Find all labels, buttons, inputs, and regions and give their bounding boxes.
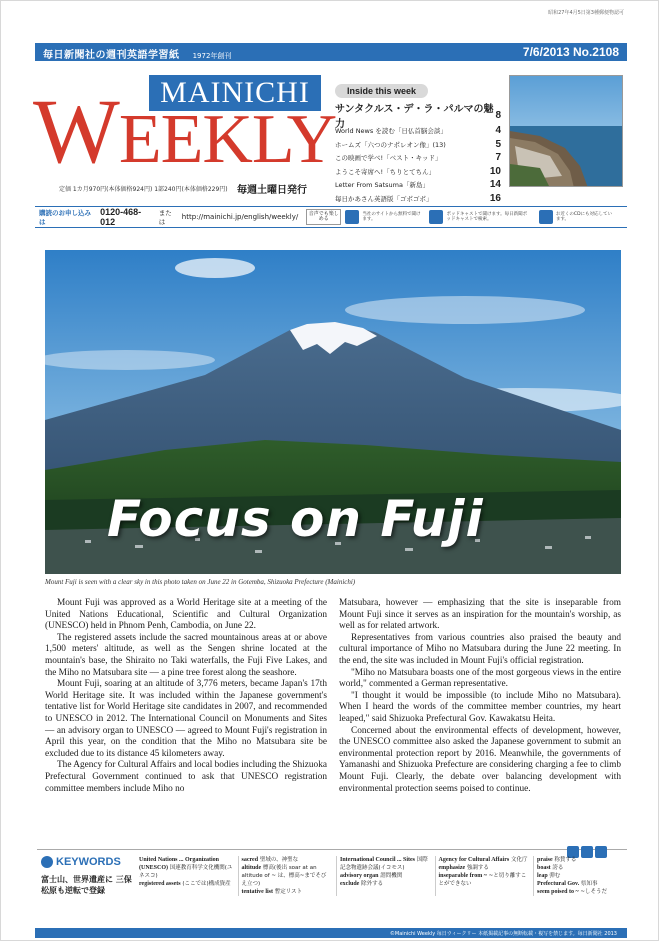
issue-day: 毎週土曜日発行 — [237, 185, 307, 196]
glossary-meaning: 県知事 — [580, 881, 598, 887]
glossary-meaning: (ここでは)構成資産 — [182, 881, 231, 887]
masthead-mainichi: MAINICHI — [149, 75, 321, 111]
glossary-column — [435, 856, 529, 896]
toc-item[interactable] — [335, 179, 501, 193]
toc-title: World News を読む「日仏首脳会談」 — [335, 127, 447, 135]
audio-service-cd[interactable] — [539, 210, 615, 224]
glossary-meaning: 称賛する — [554, 857, 577, 863]
toc-title: この映画で学べ!「ベスト・キッド」 — [335, 154, 442, 162]
glossary-meaning: 標高(後出 soar at an altitude of ~ は、標高~までそびえ立つ) — [241, 865, 327, 887]
keywords-section — [37, 849, 627, 923]
coastal-town-photo — [510, 76, 623, 187]
toc-page: 10 — [489, 165, 501, 177]
glossary-meaning: 文化庁 — [510, 857, 528, 863]
glossary-term: leap — [537, 873, 548, 879]
glossary-entry — [340, 880, 430, 888]
toc-page: 4 — [495, 125, 501, 136]
glossary-term: United Nations ... Organization (UNESCO) — [139, 857, 220, 871]
article-paragraph: The registered assets include the sacred mountainous areas at or above 1,500 meters' altitude, as well as the Sengen shrine located at the mountain's base, the Shiraito no Taki waterfalls, the Fuji Five Lakes, and the Miho no Matsubara site — a pine tree forest along the seashore. — [45, 632, 327, 678]
glossary-entry — [242, 856, 332, 864]
header-tagline-group — [43, 43, 231, 62]
glossary-entry — [340, 856, 430, 872]
glossary-entry — [242, 864, 332, 888]
audio-pill: 音声でも楽しめる — [306, 209, 341, 225]
podcast-icon — [429, 210, 443, 224]
article-paragraph: The Agency for Cultural Affairs and local bodies including the Shizuoka Prefectural Government continued to ask that UNESCO registration committee members include Miho no — [45, 760, 327, 794]
glossary-term: boast — [537, 865, 551, 871]
header-founded: 1972年創刊 — [192, 51, 232, 60]
article-body — [45, 598, 621, 850]
glossary — [139, 856, 627, 896]
subscribe-or: または — [158, 209, 172, 226]
service-text: 当社のサイトから無料で聞けます。 — [362, 211, 421, 222]
registration-note: 昭和27年4月5日第3種郵便物認可 — [548, 10, 624, 16]
glossary-meaning: ~と切り離すことができない — [438, 873, 527, 887]
article-column-1 — [45, 598, 327, 850]
glossary-term: altitude — [241, 865, 262, 871]
glossary-entry — [537, 864, 627, 872]
glossary-term: emphasize — [438, 865, 466, 871]
glossary-column — [139, 856, 233, 896]
toc-title: サンタクルス・デ・ラ・パルマの魅力 — [335, 104, 494, 130]
article-column-2 — [339, 598, 621, 850]
article-paragraph: Matsubara, however — emphasizing that the site is inseparable from Mount Fuji since it serves as an inspiration for the mountain's worship, as well as for related artwork. — [339, 598, 621, 632]
glossary-meaning: 弾む — [549, 873, 561, 879]
header-tagline: 毎日新聞社の週刊英語学習紙 — [43, 49, 180, 61]
glossary-meaning: 国際記念物遺跡会議(イコモス) — [340, 857, 428, 871]
issue-date-number: 7/6/2013 No.2108 — [522, 45, 619, 59]
glossary-term: Agency for Cultural Affairs — [438, 857, 510, 863]
article-paragraph: Mount Fuji was approved as a World Heritage site at a meeting of the United Nations Educational, Scientific and Cultural Organization (UNESCO) held in Phnom Penh, Cambodia, on June 22. — [45, 598, 327, 632]
service-text: ポッドキャストで聞けます。毎日新聞ポッドキャストで検索。 — [446, 211, 528, 222]
article-paragraph: "I thought it would be impossible (to include Miho no Matsubara). When I heard the words of the committee member countries, my heart leaped," said Shizuoka Prefectural Gov. Kawakatsu Heita. — [339, 690, 621, 724]
service-text: お近くのCDにも対応しています。 — [555, 211, 613, 222]
glossary-term: International Council ... Sites — [340, 857, 416, 863]
article-paragraph: Concerned about the environmental effects of development, however, the UNESCO committee also asked the Japanese government to submit an environmental protection report by 2016. Meanwhile, the governments of Yamanashi and Shizuoka Prefecture are considering charging a fee to climb Mount Fuji. Clearly, the debate over balancing development with environmental protection seems poised to continue. — [339, 725, 621, 794]
article-paragraph: Representatives from various countries also praised the beauty and cultural importance of Miho no Matsubara during the June 22 meeting. In the end, the site was included in Mount Fuji's official registration. — [339, 632, 621, 666]
glossary-entry — [537, 856, 627, 864]
toc-title: ホームズ「六つのナポレオン像」(13) — [335, 140, 446, 149]
glossary-entry — [439, 856, 529, 864]
glossary-term: praise — [537, 857, 553, 863]
keywords-heading — [41, 856, 137, 868]
masthead-weekly-initial: W — [33, 80, 119, 182]
glossary-column — [533, 856, 627, 896]
article-paragraph: "Miho no Matsubara boasts one of the most gorgeous views in the entire world," commented a German representative. — [339, 667, 621, 690]
glossary-column — [238, 856, 332, 896]
glossary-meaning: 暫定リスト — [274, 889, 303, 895]
glossary-entry — [340, 872, 430, 880]
toc-page: 16 — [489, 192, 501, 204]
subscribe-url[interactable]: http://mainichi.jp/english/weekly/ — [181, 213, 299, 221]
glossary-entry — [139, 856, 233, 880]
audio-service-web[interactable] — [345, 210, 421, 224]
toc-item[interactable] — [335, 104, 501, 130]
photo-caption: Mount Fuji is seen with a clear sky in this photo taken on June 22 in Gotemba, Shizuoka Prefecture (Mainichi) — [45, 578, 356, 586]
hero-photo — [45, 250, 621, 574]
masthead-weekly — [33, 80, 337, 182]
toc-item[interactable] — [335, 152, 501, 166]
keywords-subtitle: 富士山、世界遺産に 三保松原も逆転で登録 — [41, 875, 132, 895]
toc-title: 毎日かあさん英語版「ゴボゴボ」 — [335, 194, 433, 203]
article-paragraph: Mount Fuji, soaring at an altitude of 3,776 meters, became Japan's 17th World Heritage site. It was included within the Japanese government's tentative list for World Heritage site candidates in 2007, and recommended to UNESCO in 2012. The International Council on Monuments and Sites — an advisory organ to UNESCO — agreed to Mount Fuji's registration in April this year, on the condition that the Miho no Matsubara site be excluded due to its distance 45 kilometers away. — [45, 679, 327, 759]
glossary-term: inseparable from ~ — [438, 873, 487, 879]
toc-item[interactable] — [335, 166, 501, 180]
footer-bar: ©Mainichi Weekly 毎日ウィークリー 本紙掲載記事の無断転載・複写を禁じます。毎日新聞社 2013 — [35, 928, 627, 938]
keywords-heading-text: KEYWORDS — [56, 856, 121, 868]
toc-title: ようこそ寄席へ!「ちりとてちん」 — [335, 167, 436, 176]
glossary-meaning: 聖域の、神聖な — [259, 857, 299, 863]
glossary-entry — [537, 888, 627, 896]
glossary-term: Prefectural Gov. — [537, 881, 580, 887]
toc-page: 8 — [495, 109, 501, 121]
price-info: 定価 1カ月970円(本体価格924円) 1部240円(本体価格229円) — [59, 186, 228, 193]
hero-title: Focus on Fuji — [107, 490, 484, 548]
inside-this-week — [335, 81, 501, 206]
glossary-meaning: ~しそうだ — [580, 889, 607, 895]
toc-item[interactable] — [335, 139, 501, 153]
glossary-entry — [537, 880, 627, 888]
glossary-meaning: 除外する — [361, 881, 384, 887]
toc-page: 7 — [495, 152, 501, 163]
glossary-entry — [242, 888, 332, 896]
toc-page: 14 — [489, 179, 501, 190]
subscribe-phone[interactable]: 0120-468-012 — [100, 207, 142, 227]
glossary-term: advisory organ — [340, 873, 379, 879]
table-of-contents — [335, 105, 501, 206]
toc-page: 5 — [495, 138, 501, 150]
speaker-icon — [345, 210, 359, 224]
glossary-entry — [537, 872, 627, 880]
glossary-term: registered assets — [139, 881, 181, 887]
glossary-meaning: 誇る — [552, 865, 564, 871]
subscribe-label: 購読のお申し込みは — [39, 209, 91, 226]
glossary-entry — [439, 872, 529, 888]
glossary-term: tentative list — [241, 889, 273, 895]
subscription-bar — [35, 206, 627, 228]
audio-service-podcast[interactable] — [429, 210, 530, 224]
header-bar — [35, 43, 627, 61]
toc-title: Letter From Satsuma「新島」 — [335, 181, 429, 189]
toc-item[interactable] — [335, 193, 501, 207]
masthead-weekly-rest: EEKLY — [118, 101, 337, 178]
glossary-term: seem poised to ~ — [537, 889, 579, 895]
glossary-term: exclude — [340, 881, 360, 887]
glossary-entry — [439, 864, 529, 872]
glossary-term: sacred — [241, 857, 259, 863]
glossary-meaning: 諮問機関 — [380, 873, 403, 879]
glossary-entry — [139, 880, 233, 888]
inside-heading: Inside this week — [335, 84, 428, 98]
glossary-meaning: 強調する — [466, 865, 489, 871]
cd-icon — [539, 210, 553, 224]
glossary-meaning: 国連教育科学文化機関(ユネスコ) — [139, 865, 233, 879]
inside-thumbnail-photo — [509, 75, 623, 187]
keywords-box — [41, 856, 137, 896]
glossary-column — [336, 856, 430, 896]
keywords-icon — [41, 856, 53, 868]
